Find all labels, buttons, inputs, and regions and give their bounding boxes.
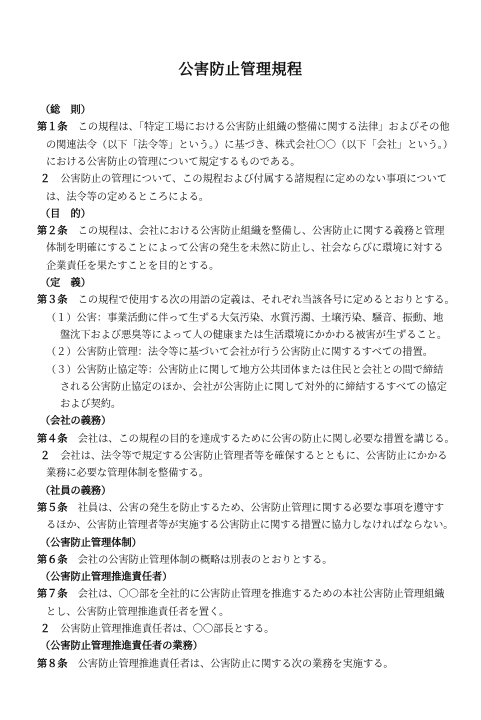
- text-line: [46, 519, 454, 532]
- line-text: この規程は、「特定工場における公害防止組織の整備に関する法律」およびその他: [67, 122, 450, 134]
- line-text: この規程は、会社における公害防止組織を整備し、公害防止に関する義務と管理: [67, 226, 445, 238]
- line-text: 公害防止管理推進責任者は、公害防止に関する次の業務を実施する。: [67, 658, 394, 670]
- line-text: 社員は、公害の発生を防止するため、公害防止管理に関する必要な事項を遵守す: [67, 502, 445, 514]
- section-heading: （公害防止管理推進責任者の業務）: [40, 641, 203, 653]
- list-item-line: [60, 398, 121, 411]
- article-line: [37, 658, 394, 671]
- list-item-line: [60, 329, 447, 342]
- line-text: の関連法令（以下「法令等」という。）に基づき、株式会社〇〇（以下「会社」という。）: [46, 139, 454, 151]
- article-number: ２: [40, 174, 51, 186]
- text-line: [46, 191, 209, 204]
- text-line: [46, 467, 209, 480]
- article-line: [37, 554, 332, 567]
- line-text: とし、公害防止管理推進責任者を置く。: [46, 606, 230, 618]
- article-line: [37, 121, 450, 134]
- article-line: [37, 225, 445, 238]
- line-text: される公害防止協定のほか、会社が公害防止に関して対外的に締結するすべての協定: [60, 381, 447, 393]
- article-line: [37, 588, 445, 601]
- list-item-line: [60, 381, 447, 394]
- line-text: 企業責任を果たすことを目的とする。: [46, 260, 220, 272]
- line-text: （２）公害防止管理：法令等に基づいて会社が行う公害防止に関するすべての措置。: [46, 347, 433, 359]
- article-number: 第２条: [37, 226, 68, 238]
- list-item-line: [46, 364, 443, 377]
- section-heading: （総 則）: [40, 105, 91, 116]
- text-line: [46, 242, 443, 255]
- section-heading: （公害防止管理推進責任者）: [40, 572, 173, 584]
- line-text: （１）公害：事業活動に伴って生ずる大気汚染、水質汚濁、土壌汚染、騒音、振動、地: [46, 312, 444, 324]
- list-item-line: [46, 346, 433, 359]
- line-text: （３）公害防止協定等：公害防止に関して地方公共団体または住民と会社との間で締結: [46, 364, 444, 376]
- line-text: は、法令等の定めるところによる。: [46, 191, 209, 203]
- section-heading: （公害防止管理体制）: [40, 537, 142, 549]
- section-heading: （社員の義務）: [40, 485, 112, 497]
- text-line: [46, 156, 300, 169]
- article-number: 第６条: [37, 554, 68, 566]
- paragraph-line: [40, 623, 274, 636]
- line-text: における公害防止の管理について規定するものである。: [46, 156, 301, 168]
- line-text: 会社は、この規程の目的を達成するために公害の防止に関し必要な措置を講じる。: [67, 433, 455, 445]
- document-title: 公害防止管理規程: [178, 60, 303, 78]
- paragraph-line: [40, 450, 448, 463]
- line-text: 体制を明確にすることによって公害の発生を未然に防止し、社会ならびに環境に対する: [46, 243, 444, 255]
- line-text: 公害防止の管理について、この規程および付属する諸規程に定めのない事項について: [50, 174, 447, 186]
- article-number: ２: [40, 624, 51, 635]
- line-text: 盤沈下および悪臭等によって人の健康または生活環境にかかわる被害が生ずること。: [60, 329, 448, 341]
- article-line: [37, 433, 455, 446]
- line-text: および契約。: [60, 399, 122, 411]
- article-number: 第３条: [37, 295, 68, 307]
- article-line: [37, 294, 455, 307]
- line-text: 業務に必要な管理体制を整備する。: [46, 468, 209, 480]
- text-line: [46, 260, 219, 273]
- article-line: [37, 502, 444, 515]
- article-number: ２: [40, 451, 51, 462]
- line-text: 会社は、〇〇部を全社的に公害防止管理を推進するための本社公害防止管理組織: [67, 589, 445, 601]
- article-number: 第８条: [37, 658, 68, 670]
- section-heading: （定 義）: [40, 278, 91, 289]
- article-number: 第１条: [37, 122, 68, 134]
- text-line: [46, 139, 453, 152]
- paragraph-line: [40, 173, 447, 186]
- line-text: 会社の公害防止管理体制の概略は別表のとおりとする。: [67, 554, 333, 566]
- line-text: この規程で使用する次の用語の定義は、それぞれ当該各号に定めるとおりとする。: [67, 295, 455, 307]
- text-line: [46, 606, 229, 619]
- line-text: 公害防止管理推進責任者は、〇〇部長とする。: [50, 624, 275, 635]
- section-heading: （目 的）: [40, 208, 91, 220]
- article-number: 第５条: [37, 502, 68, 514]
- article-number: 第７条: [37, 589, 68, 601]
- list-item-line: [46, 312, 443, 325]
- article-number: 第４条: [37, 433, 68, 445]
- line-text: るほか、公害防止管理者等が実施する公害防止に関する措置に協力しなければならない。: [46, 520, 454, 532]
- section-heading: （会社の義務）: [40, 416, 112, 428]
- line-text: 会社は、法令等で規定する公害防止管理者等を確保するとともに、公害防止にかかる: [50, 451, 448, 462]
